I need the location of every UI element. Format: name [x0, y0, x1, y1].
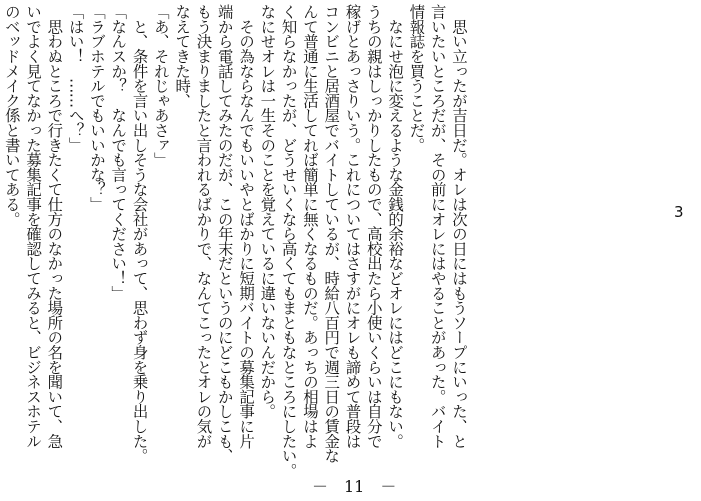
text-line: なにせオレは一生そのことを覚えているに違いないんだから。 [258, 4, 277, 419]
text-line: 稼げとあっさりいう。これについてはさすがにオレも諦めて普段は [343, 4, 362, 449]
text-line: なえてきた時、 [173, 4, 192, 108]
text-line: その為ならなんでもいいやとばかりに短期バイトの募集記事に片 [237, 4, 256, 449]
text-line: 思わぬところで行きたくて仕方のなかった場所の名を聞いて、急 [45, 4, 64, 449]
text-line: うちの親はしっかりしたもので、高校出たら小使いくらいは自分で [364, 4, 383, 449]
text-line: く知らなかったが、どうせいくなら高くてもまともなところにしたい。 [279, 4, 298, 478]
text-line: 端から電話してみたのだが、この年末だというのにどこもかしこも、 [215, 4, 234, 463]
text-line: んて普通に生活してれば簡単に無くなるものだ。あっちの相場はよ [300, 4, 319, 449]
text-line: コンビニと居酒屋でバイトしているが、時給八百円で週三日の賃金な [322, 4, 341, 463]
text-line: 情報誌を買うことだ。 [407, 4, 426, 153]
text-line: 「ラブホテルでもいいかな？」 [87, 4, 106, 212]
text-line: と、条件を言い出しそうな会社があって、思わず身を乗り出した。 [130, 4, 149, 463]
page-number: － 11 － [312, 477, 397, 496]
text-line: 「はい！ ……へ？」 [66, 4, 85, 152]
text-line: のベッドメイク係と書いてある。 [2, 4, 21, 227]
text-line: もう決まりましたと言われるばかりで、なんてこったとオレの気が [194, 4, 213, 449]
text-line: 「なんスか？ なんでも言ってください！」 [109, 4, 128, 301]
side-note-number: 3 [674, 203, 684, 221]
text-line: 「あ、それじゃあさァ」 [151, 4, 170, 167]
vertical-text-block [0, 4, 469, 478]
text-line: 言いたいところだが、その前にオレにはやることがあった。バイト [428, 4, 447, 449]
text-line: なにせ泡に変えるような金銭的余裕などオレにはどこにもない。 [386, 4, 405, 449]
text-line: 思い立ったが吉日だ。オレは次の日にはもうソープにいった、と [450, 4, 468, 449]
text-line: いでよく見てなかった募集記事を確認してみると、ビジネスホテル [24, 4, 43, 449]
